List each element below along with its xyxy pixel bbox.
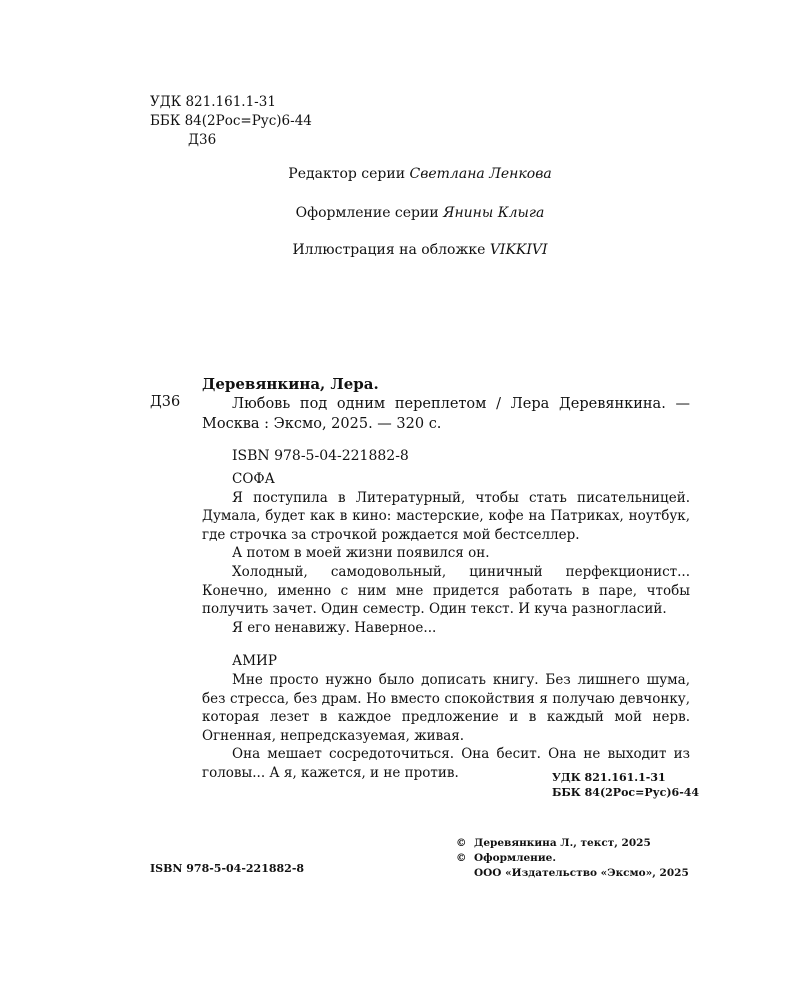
cover-name: VIKKIVI xyxy=(489,242,548,258)
copyright-publisher: ООО «Издательство «Эксмо», 2025 xyxy=(474,867,689,879)
sofa-paragraph: Холодный, самодовольный, циничный перфекционист... Конечно, именно с ним мне придется работать в паре, чтобы получить зачет. Один семестр. Один текст. И куча разногласий. xyxy=(202,563,690,618)
copyright-symbol: © xyxy=(456,837,467,849)
bbk-code: ББК 84(2Рос=Рус)6-44 xyxy=(150,113,312,129)
bottom-isbn: ISBN 978-5-04-221882-8 xyxy=(150,862,305,875)
small-bbk: ББК 84(2Рос=Рус)6-44 xyxy=(552,786,700,799)
udk-code: УДК 821.161.1-31 xyxy=(150,94,276,110)
catalog-entry xyxy=(150,374,690,464)
entry-title: Любовь под одним переплетом / Лера Деревянкина. — Москва : Эксмо, 2025. — 320 с. xyxy=(202,396,690,432)
amir-paragraph: Она мешает сосредоточиться. Она бесит. Она не выходит из головы... А я, кажется, и не против. xyxy=(202,746,690,781)
sofa-heading: СОФА xyxy=(232,471,275,487)
series-editor-credit xyxy=(0,166,800,182)
cover-label: Иллюстрация на обложке xyxy=(292,242,486,258)
amir-paragraph: Мне просто нужно было дописать книгу. Без лишнего шума, без стресса, без драм. Но вместо спокойствия я получаю девчонку, которая лезет в каждое предложение и в каждый мой нерв. Огненная, непредсказуемая, живая. xyxy=(202,671,690,744)
series-design-name: Янины Клыга xyxy=(443,205,545,221)
sofa-paragraph: А потом в моей жизни появился он. xyxy=(232,545,490,562)
series-design-label: Оформление серии xyxy=(295,205,439,221)
entry-author: Деревянкина, Лера. xyxy=(202,375,379,393)
classification-codes xyxy=(150,93,312,150)
cover-illustration-credit xyxy=(0,242,800,258)
series-editor-label: Редактор серии xyxy=(288,166,406,182)
annotation xyxy=(202,470,690,783)
copyright-text: Деревянкина Л., текст, 2025 xyxy=(474,837,651,849)
sofa-paragraph: Я его ненавижу. Наверное... xyxy=(232,619,437,636)
entry-isbn: ISBN 978-5-04-221882-8 xyxy=(232,448,409,464)
amir-heading: АМИР xyxy=(232,653,277,670)
copyright-symbol: © xyxy=(456,852,467,864)
copyright-design: Оформление. xyxy=(474,852,556,864)
small-udk: УДК 821.161.1-31 xyxy=(552,771,666,784)
small-classification-codes xyxy=(552,770,699,800)
sofa-paragraph: Я поступила в Литературный, чтобы стать писательницей. Думала, будет как в кино: мастерские, кофе на Патриках, ноутбук, где строчка за строчкой рождается мой бестселлер. xyxy=(202,489,690,543)
series-editor-name: Светлана Ленкова xyxy=(409,166,552,182)
series-design-credit xyxy=(0,205,800,221)
author-mark: Д36 xyxy=(188,132,217,148)
copyright-block xyxy=(456,836,689,881)
entry-code: Д36 xyxy=(150,394,181,410)
